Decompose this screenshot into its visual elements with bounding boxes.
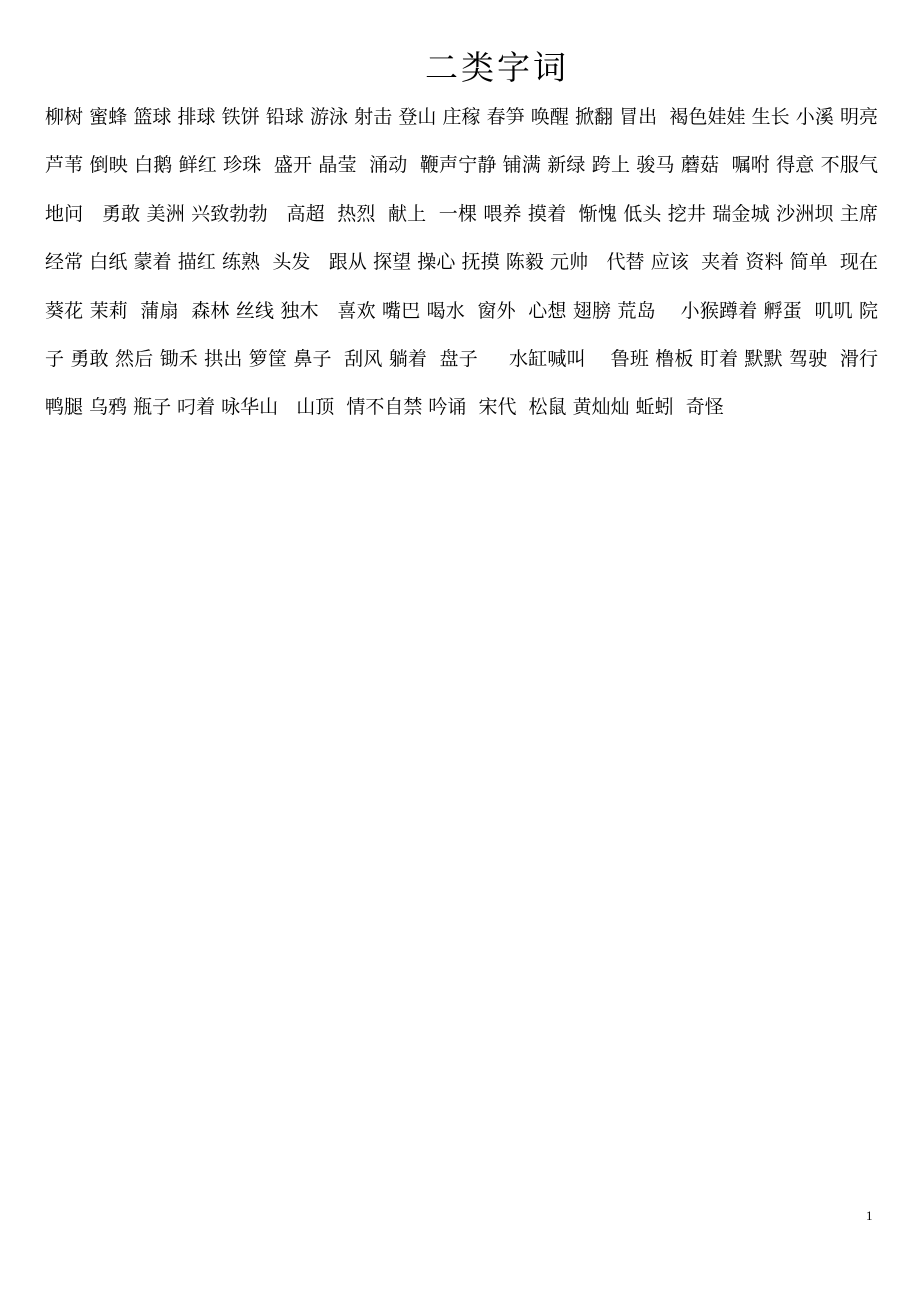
page-title: 二类字词	[425, 48, 569, 87]
vocabulary-list: 柳树 蜜蜂 篮球 排球 铁饼 铅球 游泳 射击 登山 庄稼 春笋 唤醒 掀翻 冒出 褐色娃娃 生长 小溪 明亮 芦苇 倒映 白鹅 鲜红 珍珠 盛开 晶莹 涌动 鞭声宁静 铺满 新绿 跨上 骏马 蘑菇 嘱咐 得意 不服气地问 勇敢 美洲 兴致勃勃 高超 热烈 献上 一棵 喂养 摸着 惭愧 低头 挖井 瑞金城 沙洲坝 主席 经常 白纸 蒙着 描红 练熟 头发 跟从 探望 操心 抚摸 陈毅 元帅 代替 应该 夹着 资料 简单 现在 葵花 茉莉 蒲扇 森林 丝线 独木 喜欢 嘴巴 喝水 窗外 心想 翅膀 荒岛 小猴蹲着 孵蛋 叽叽 院子 勇敢 然后 锄禾 拱出 箩筐 鼻子 刮风 躺着 盘子 水缸喊叫 鲁班 橹板 盯着 默默 驾驶 滑行 鸭腿 乌鸦 瓶子 叼着 咏华山 山顶 情不自禁 吟诵 宋代 松鼠 黄灿灿 蚯蚓 奇怪	[45, 106, 891, 419]
page-number: 1	[866, 1208, 873, 1223]
